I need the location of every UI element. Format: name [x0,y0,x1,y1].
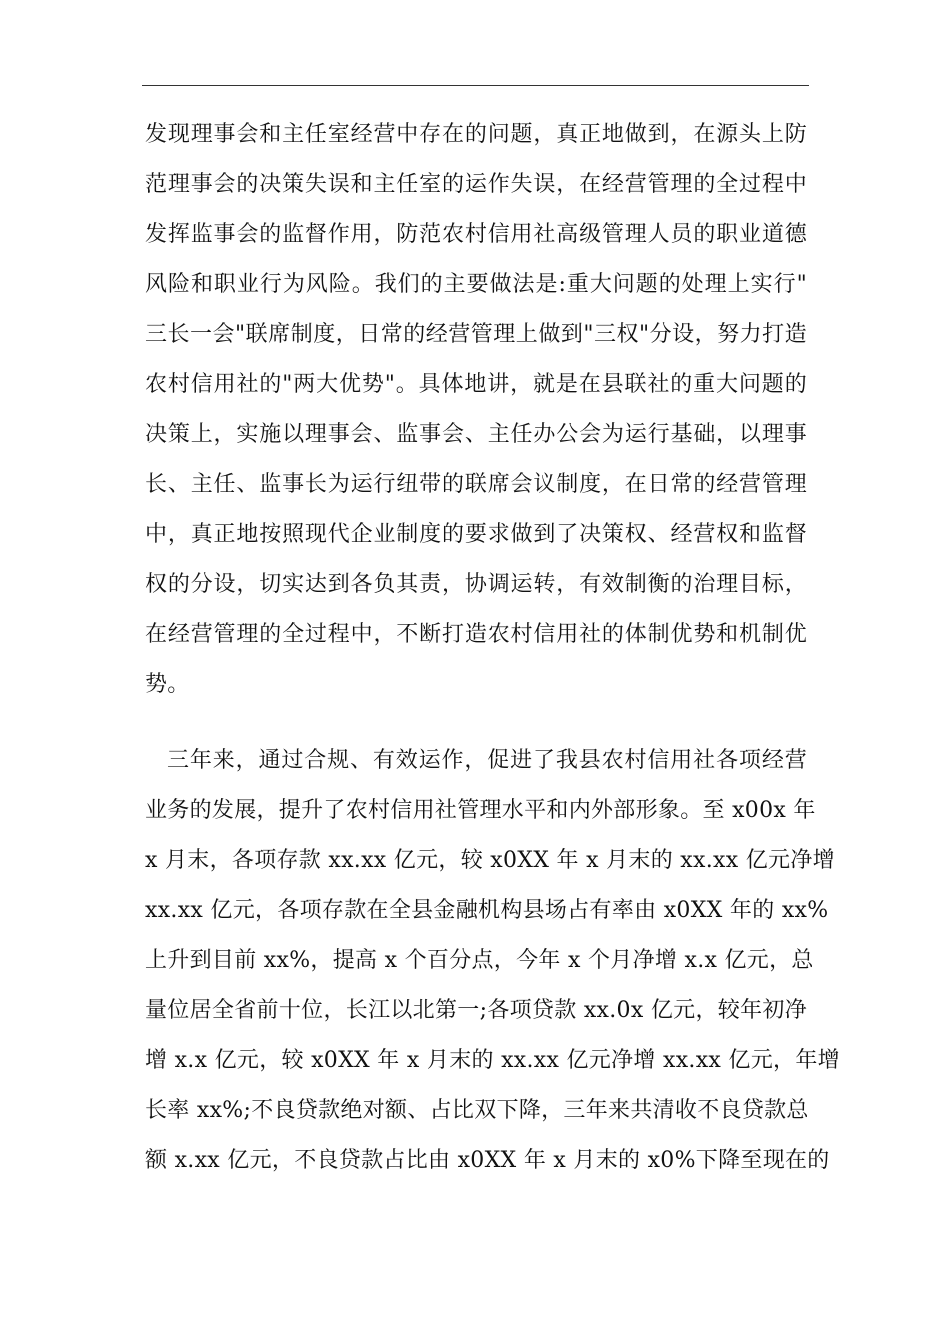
text-line: 发挥监事会的监督作用，防范农村信用社高级管理人员的职业道德 [145,222,807,247]
text-line: 增 x.x 亿元，较 x0XX 年 x 月末的 xx.xx 亿元净增 xx.xx 亿元，年增 [145,1048,840,1073]
text-line: 中，真正地按照现代企业制度的要求做到了决策权、经营权和监督 [145,522,807,547]
text-line: 三长一会"联席制度，日常的经营管理上做到"三权"分设，努力打造 [145,322,807,347]
header-rule [142,85,809,86]
text-line: 决策上，实施以理事会、监事会、主任办公会为运行基础，以理事 [145,422,807,447]
text-line: 业务的发展，提升了农村信用社管理水平和内外部形象。至 x00x 年 [145,798,816,823]
text-line: 上升到目前 xx%，提高 x 个百分点，今年 x 个月净增 x.x 亿元，总 [145,948,814,973]
text-line: 势。 [145,672,190,697]
text-line: x 月末，各项存款 xx.xx 亿元，较 x0XX 年 x 月末的 xx.xx 亿元净增 [145,848,835,873]
text-line: 发现理事会和主任室经营中存在的问题，真正地做到，在源头上防 [145,122,807,147]
text-line: xx.xx 亿元，各项存款在全县金融机构县场占有率由 x0XX 年的 xx% [145,898,829,923]
text-line: 长、主任、监事长为运行纽带的联席会议制度，在日常的经营管理 [145,472,807,497]
text-line: 三年来，通过合规、有效运作，促进了我县农村信用社各项经营 [167,748,807,773]
text-line: 量位居全省前十位，长江以北第一;各项贷款 xx.0x 亿元，较年初净 [145,998,807,1023]
text-line: 权的分设，切实达到各负其责，协调运转，有效制衡的治理目标， [145,572,807,597]
text-line: 长率 xx%;不良贷款绝对额、占比双下降，三年来共清收不良贷款总 [145,1098,809,1123]
paragraph-governance [145,110,807,710]
text-line: 在经营管理的全过程中，不断打造农村信用社的体制优势和机制优 [145,622,807,647]
text-line: 范理事会的决策失误和主任室的运作失误，在经营管理的全过程中 [145,172,807,197]
paragraph-results [145,736,840,1186]
text-line: 额 x.xx 亿元，不良贷款占比由 x0XX 年 x 月末的 x0%下降至现在的 [145,1148,830,1173]
text-line: 农村信用社的"两大优势"。具体地讲，就是在县联社的重大问题的 [145,372,807,397]
text-line: 风险和职业行为风险。我们的主要做法是:重大问题的处理上实行" [145,272,807,297]
